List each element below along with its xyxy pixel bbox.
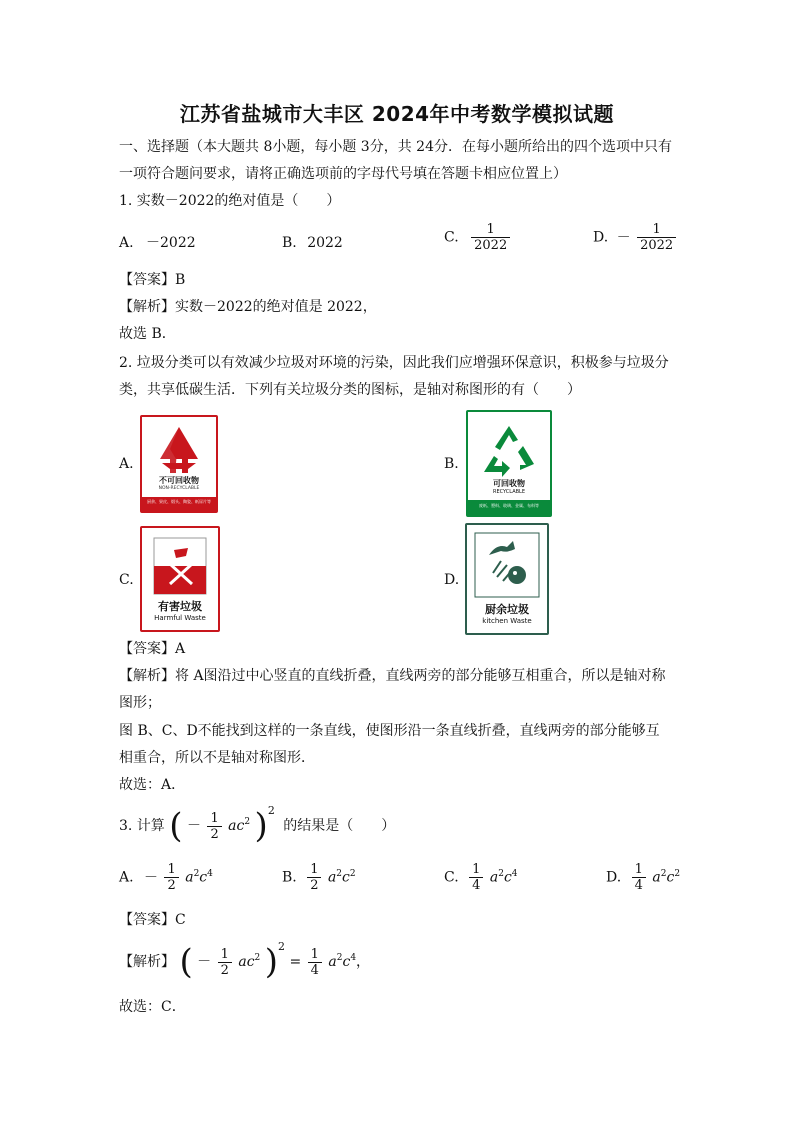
analysis-prefix: 【解析】 [119, 954, 175, 970]
icon-en-text: NON-RECYCLABLE [158, 486, 200, 491]
right-paren: ) [254, 806, 268, 846]
variable: c [199, 869, 208, 886]
exponent: 4 [350, 953, 357, 963]
q2-option-d-label: D. [444, 572, 460, 588]
variable: a [489, 869, 499, 886]
right-paren: ) [264, 942, 278, 982]
option-label: C. [444, 229, 459, 246]
option-label: D. [606, 869, 622, 886]
q3-choose: 故选：C． [119, 999, 186, 1015]
fraction [207, 811, 221, 842]
numerator: 1 [634, 862, 643, 877]
q1-stem: 1. 实数－2022的绝对值是（ ） [119, 193, 341, 209]
option-label: A. [119, 235, 134, 251]
variable: ac [238, 954, 255, 970]
exponent: 2 [254, 953, 261, 963]
option-label: B. [282, 869, 297, 886]
q1-option-c [444, 222, 512, 253]
variable: c [666, 869, 675, 886]
q2-analysis-line3: 图 B、C、D不能找到这样的一条直线，使图形沿一条直线折叠，直线两旁的部分能够互 [119, 723, 660, 739]
q1-analysis: 【解析】实数－2022的绝对值是 2022， [119, 299, 377, 315]
variable: a [328, 954, 337, 970]
q2-option-c-label: C. [119, 572, 134, 588]
sign: － [144, 869, 159, 886]
expr-sign: － [186, 818, 201, 834]
left-paren: ( [169, 806, 183, 846]
denominator: 2 [164, 877, 178, 893]
section-intro-line2: 一项符合题问要求，请将正确选项前的字母代号填在答题卡相应位置上） [119, 166, 567, 182]
denominator: 2 [218, 962, 232, 978]
recycle-arrows-icon [142, 417, 216, 511]
fraction [632, 862, 646, 893]
q3-option-d [606, 862, 680, 893]
q2-analysis-line4: 相重合，所以不是轴对称图形． [119, 750, 315, 766]
exponent: 2 [193, 868, 200, 879]
fraction [308, 947, 322, 978]
option-label: A. [119, 869, 134, 886]
outer-exponent: 2 [278, 940, 285, 953]
q1-answer: 【答案】B [119, 272, 186, 288]
option-value: －2022 [146, 235, 196, 251]
exponent: 2 [244, 817, 251, 827]
q2-analysis-line2: 图形； [119, 695, 161, 711]
denominator: 4 [308, 962, 322, 978]
q3-option-a [119, 862, 213, 893]
expr-sign: － [197, 954, 212, 970]
icon-foot-text: 废纸、塑料、玻璃、金属、布料等 [479, 503, 539, 508]
icon-en-text: Harmful Waste [154, 614, 206, 622]
numerator: 1 [472, 862, 481, 877]
punctuation: ， [356, 954, 371, 970]
variable: c [342, 869, 350, 886]
sign: － [616, 229, 631, 246]
q2-analysis-line1: 【解析】将 A图沿过中心竖直的直线折叠，直线两旁的部分能够互相重合，所以是轴对称 [119, 668, 666, 684]
q2-option-a-label: A. [119, 456, 134, 472]
q1-option-b [282, 233, 343, 253]
section-intro-line1: 一、选择题（本大题共 8小题，每小题 3分，共 24分．在每小题所给出的四个选项中只有 [119, 139, 672, 155]
denominator: 2022 [637, 237, 676, 253]
option-label: B. [282, 235, 297, 251]
denominator: 2 [207, 826, 221, 842]
exponent: 2 [336, 953, 343, 963]
denominator: 4 [632, 877, 646, 893]
numerator: 1 [486, 222, 495, 237]
equals-sign: = [289, 954, 302, 970]
icon-cn-text: 不可回收物 [159, 476, 199, 485]
numerator: 1 [310, 862, 319, 877]
fraction [471, 222, 510, 253]
q2-stem-line1: 2. 垃圾分类可以有效减少垃圾对环境的污染，因此我们应增强环保意识，积极参与垃圾分 [119, 355, 669, 371]
option-label: D. [593, 229, 609, 246]
numerator: 1 [167, 862, 176, 877]
variable: a [185, 869, 194, 886]
kitchen-waste-icon [465, 523, 549, 635]
variable: ac [228, 818, 245, 834]
fraction [218, 947, 232, 978]
stem-suffix: 的结果是（ ） [283, 818, 396, 834]
q2-answer: 【答案】A [119, 641, 186, 657]
numerator: 1 [652, 222, 661, 237]
exponent: 2 [336, 868, 343, 879]
exponent: 2 [674, 868, 681, 879]
left-paren: ( [179, 942, 193, 982]
icon-en-text: RECYCLABLE [492, 489, 525, 495]
q3-analysis [119, 940, 370, 986]
q2-stem-line2: 类，共享低碳生活．下列有关垃圾分类的图标，是轴对称图形的有（ ） [119, 382, 581, 398]
q1-choose: 故选 B． [119, 326, 176, 342]
option-label: C. [444, 869, 459, 886]
exponent: 4 [207, 868, 213, 879]
q3-option-c [444, 862, 518, 893]
option-value: 2022 [307, 235, 343, 251]
numerator: 1 [210, 810, 219, 826]
outer-exponent: 2 [267, 804, 275, 817]
variable: a [327, 869, 337, 886]
numerator: 1 [220, 946, 229, 962]
fraction [637, 222, 676, 253]
icon-foot-text: 厨余、果皮、烟头、陶瓷、纸尿片等 [147, 499, 211, 504]
exponent: 4 [511, 868, 518, 879]
numerator: 1 [310, 946, 319, 962]
fraction [469, 862, 483, 893]
variable: c [503, 869, 512, 886]
fraction [307, 862, 321, 893]
q3-stem [119, 806, 395, 848]
icon-cn-text: 厨余垃圾 [485, 603, 529, 616]
non-recyclable-icon [140, 415, 218, 513]
denominator: 4 [469, 877, 483, 893]
icon-en-text: kitchen Waste [482, 617, 532, 625]
denominator: 2022 [471, 237, 510, 253]
q1-option-d [593, 222, 678, 253]
q2-choose: 故选：A． [119, 777, 186, 793]
variable: a [652, 869, 661, 886]
q3-answer: 【答案】C [119, 912, 186, 928]
harmful-waste-icon [140, 526, 220, 632]
q1-option-a [119, 233, 196, 253]
exponent: 2 [498, 868, 504, 879]
denominator: 2 [307, 877, 321, 893]
stem-prefix: 3. 计算 [119, 818, 165, 834]
recyclable-icon [466, 410, 552, 517]
icon-cn-text: 有害垃圾 [158, 600, 202, 613]
q2-option-b-label: B. [444, 456, 459, 472]
q3-option-b [282, 862, 356, 893]
icon-cn-text: 可回收物 [493, 479, 525, 488]
recycle-triangle-icon [468, 412, 550, 515]
fraction [164, 862, 178, 893]
exponent: 2 [349, 868, 356, 879]
exponent: 2 [660, 868, 667, 879]
variable: c [342, 954, 351, 970]
page-title: 江苏省盐城市大丰区 2024年中考数学模拟试题 [179, 102, 615, 126]
